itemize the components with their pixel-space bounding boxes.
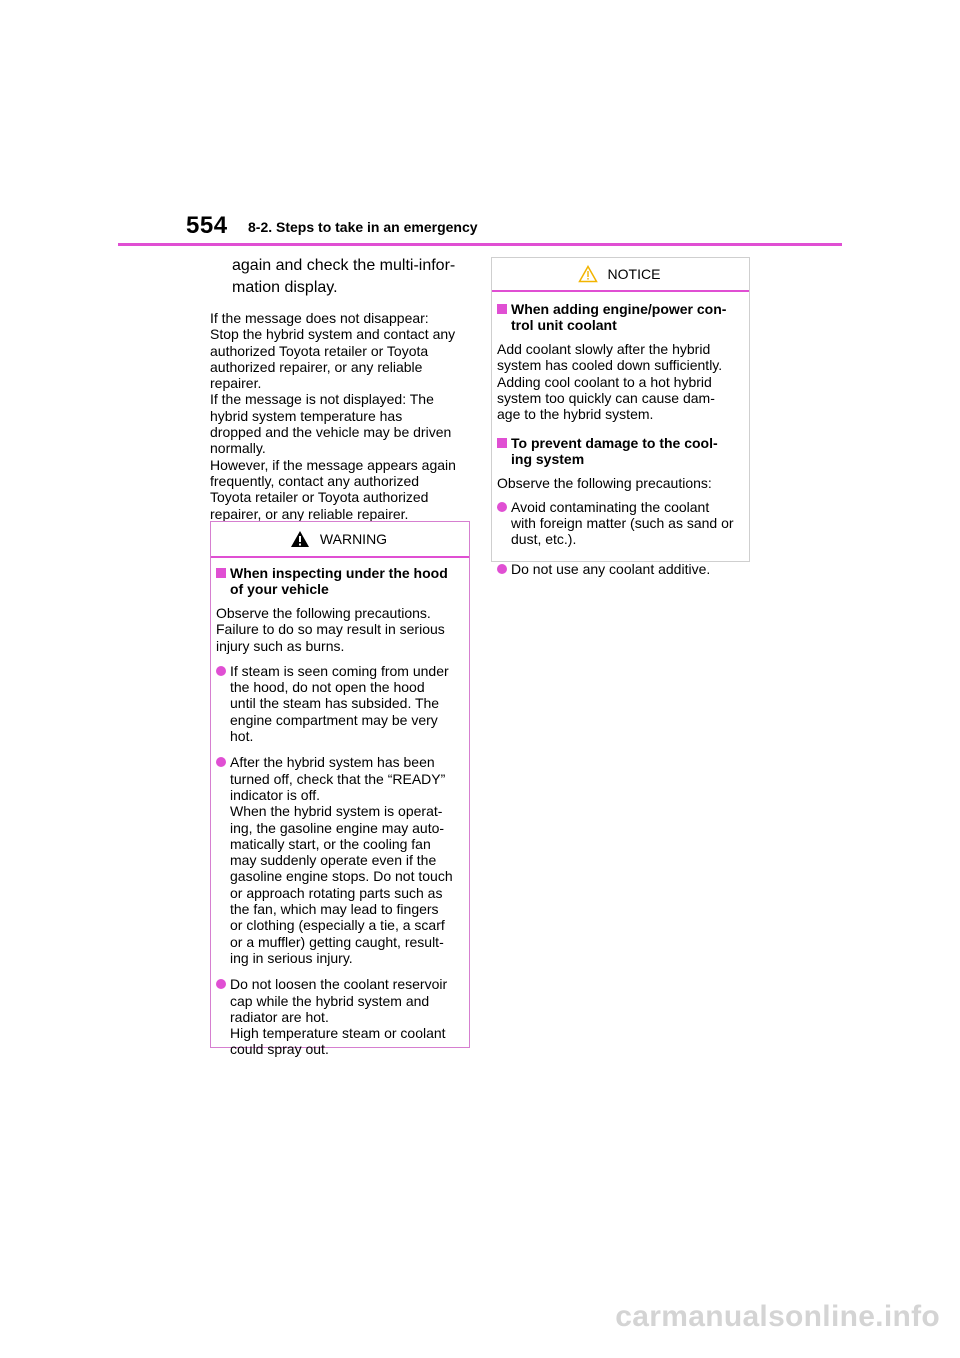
warning-header (216, 522, 461, 556)
warning-rule (211, 556, 469, 558)
warning-intro: Observe the following precautions. Failure to do so may result in serious injury such as burns. (216, 605, 445, 654)
notice-bullet (497, 499, 741, 548)
warning-heading (216, 565, 461, 597)
square-bullet-icon (497, 438, 507, 448)
round-bullet-icon (216, 757, 226, 767)
square-bullet-icon (497, 304, 507, 314)
warning-triangle-icon (290, 530, 310, 548)
warning-bullet-text: Do not loosen the coolant reservoir cap while the hybrid system and radiator are hot. High temperature steam or coolant could spray out. (230, 976, 448, 1058)
watermark-logo[interactable]: carmanualsonline.info (615, 1300, 940, 1333)
page-number: 554 (186, 212, 228, 239)
warning-bullet-text: If steam is seen coming from under the hood, do not open the hood until the steam has subsided. The engine compartment may be very hot. (230, 662, 449, 745)
header-rule (118, 243, 842, 246)
warning-bullet (216, 663, 461, 744)
round-bullet-icon (497, 502, 507, 512)
notice-rule (492, 290, 749, 292)
section-title: 8-2. Steps to take in an emergency (248, 219, 478, 235)
warning-bullet (216, 976, 461, 1057)
round-bullet-icon (497, 564, 507, 574)
notice-bullet-text: Avoid contaminating the coolant with foreign matter (such as sand or dust, etc.). (511, 498, 734, 548)
notice-heading-2-text: To prevent damage to the cool- ing system (511, 435, 718, 468)
intro-line-1: again and check the multi-infor- (232, 257, 456, 274)
warning-box (210, 521, 470, 1058)
round-bullet-icon (216, 666, 226, 676)
notice-heading-2 (497, 435, 741, 467)
notice-bullet-text: Do not use any coolant additive. (511, 560, 711, 577)
notice-box (491, 257, 750, 577)
warning-bullet-text: After the hybrid system has been turned off, check that the “READY” indicator is off. When the hybrid system is operat- ing, the gasoline engine may auto- matically start, or the cooling fan may suddenly operate even if the gasoline engine stops. Do not touch or approach rotating parts such as the fan, which may lead to fingers or clothing (especially a tie, a scarf or a muffler) getting caught, result- ing in serious injury. (230, 754, 453, 966)
warning-bullet (216, 754, 461, 966)
notice-title: NOTICE (607, 266, 661, 282)
notice-header (497, 258, 741, 290)
notice-triangle-icon (578, 265, 598, 283)
notice-heading-1 (497, 301, 741, 333)
body-text: If the message does not disappear: Stop the hybrid system and contact any authorized Toyota retailer or Toyota authorized repairer, or any reliable repairer. If the message is not displayed: The hybrid system temperature has dropped and the vehicle may be driven normally. However, if the message appears again frequently, contact any authorized Toyota retailer or Toyota authorized repairer, or any reliable repairer. (210, 310, 456, 522)
notice-para-2: Observe the following precautions: (497, 475, 712, 492)
round-bullet-icon (216, 979, 226, 989)
warning-title: WARNING (319, 531, 388, 547)
notice-heading-1-text: When adding engine/power con- trol unit coolant (511, 301, 727, 333)
intro-line-2: mation display. (232, 279, 338, 296)
notice-bullet (497, 561, 741, 577)
warning-heading-text: When inspecting under the hood of your vehicle (230, 565, 448, 597)
notice-para-1: Add coolant slowly after the hybrid system has cooled down sufficiently. Adding cool coolant to a hot hybrid system too quickly can cause dam- age to the hybrid system. (497, 341, 723, 423)
square-bullet-icon (216, 568, 226, 578)
